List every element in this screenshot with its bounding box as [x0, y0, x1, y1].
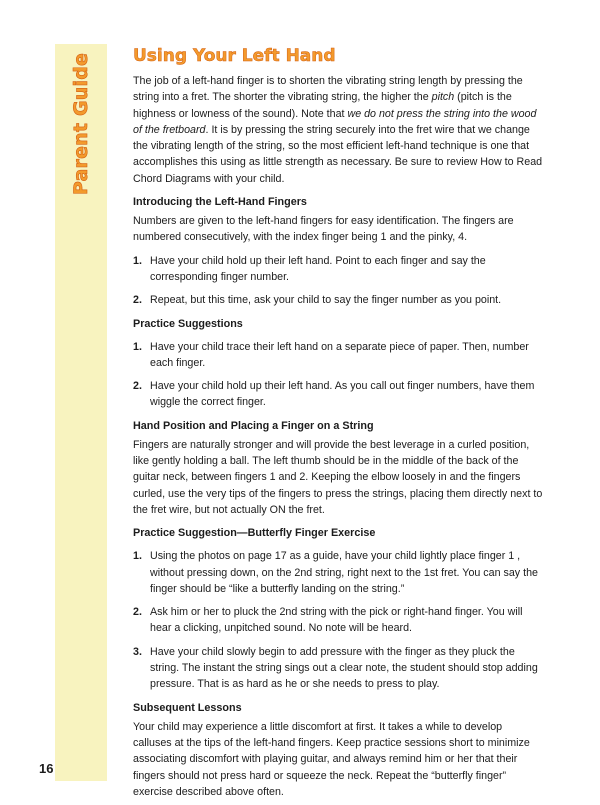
list-item: [133, 548, 543, 597]
list-text: Have your child slowly begin to add pressure with the finger as they pluck the string. The instant the string sings out a clear note, the student should stop adding pressure. That is as hard as he or she needs to press to play.: [150, 645, 538, 691]
list-number: 1.: [133, 550, 142, 563]
list-text: Using the photos on page 17 as a guide, have your child lightly place finger 1 , without pressing down, on the 2nd string, right next to the 1st fret. You can say the finger should be “like a butterfly landing on the string.”: [150, 550, 538, 595]
section-heading-fingers: Introducing the Left-Hand Fingers: [133, 196, 307, 209]
parent-guide-text: Parent Guide: [70, 52, 92, 196]
list-item: [133, 604, 543, 637]
list-item: [133, 339, 543, 372]
list-item: [133, 292, 543, 308]
pitch-term: pitch: [431, 91, 455, 104]
list-number: 3.: [133, 645, 142, 658]
list-number: 1.: [133, 254, 142, 267]
list-text: Have your child hold up their left hand. As you call out finger numbers, have them wiggle the correct finger.: [150, 380, 535, 409]
page-title: Using Your Left Hand: [133, 46, 336, 66]
intro-text-2: (pitch is the highness or lowness of the sound). Note that: [133, 91, 512, 120]
section-heading-hand-position: Hand Position and Placing a Finger on a String: [133, 419, 374, 432]
section-heading-butterfly: Practice Suggestion—Butterfly Finger Exercise: [133, 527, 376, 540]
list-text: Have your child hold up their left hand. Point to each finger and say the corresponding finger number.: [150, 254, 486, 283]
section-body-hand-position: Fingers are naturally stronger and will provide the best leverage in a curled position, like gently holding a ball. The left thumb should be in the middle of the back of the guitar neck, between fingers 1 and 2. Keeping the elbow loosely in and the fingers curled, use the very tips of the fingers to press the strings, placing them directly next to the fret wire, but not actually ON the fret.: [133, 438, 543, 516]
list-number: 2.: [133, 294, 142, 307]
fingers-list: [133, 253, 543, 309]
list-text: Repeat, but this time, ask your child to say the finger number as you point.: [150, 294, 502, 307]
practice-list: [133, 339, 543, 411]
section-body-subsequent: Your child may experience a little discomfort at first. It takes a while to develop calluses at the tips of the left-hand fingers. Keep practice sessions short to minimize associating discomfort with playing guitar, and always remind him or her that their fingers should not press hard or squeeze the neck. Repeat the “butterfly finger” exercise described above often.: [133, 720, 530, 798]
list-text: Ask him or her to pluck the 2nd string with the pick or right-hand finger. You will hear a clicking, unpitched sound. No note will be heard.: [150, 606, 523, 635]
intro-emphasis: we do not press the string into the wood of the fretboard: [133, 107, 537, 136]
section-heading-subsequent: Subsequent Lessons: [133, 701, 242, 714]
intro-text-3: . It is by pressing the string securely into the fret wire that we change the vibrating length of the string, so the most efficient left-hand technique is one that accomplishes this using as little strength as necessary. Be sure to review How to Read Chord Diagrams with your child.: [133, 123, 543, 185]
list-text: Have your child trace their left hand on a separate piece of paper. Then, number each finger.: [150, 340, 529, 369]
list-item: [133, 253, 543, 286]
section-heading-practice: Practice Suggestions: [133, 317, 243, 330]
page-number: 16: [39, 761, 54, 776]
list-item: [133, 644, 543, 693]
intro-text-1: The job of a left-hand finger is to shorten the vibrating string length by pressing the string into a fret. The shorter the vibrating string, the higher the: [133, 75, 523, 104]
list-number: 1.: [133, 340, 142, 353]
list-number: 2.: [133, 380, 142, 393]
list-number: 2.: [133, 606, 142, 619]
list-item: [133, 378, 543, 411]
parent-guide-label: [55, 44, 107, 204]
intro-paragraph: [133, 73, 543, 187]
butterfly-list: [133, 548, 543, 692]
section-body-fingers: Numbers are given to the left-hand fingers for easy identification. The fingers are numbered consecutively, with the index finger being 1 and the pinky, 4.: [133, 215, 514, 244]
page-content: [133, 45, 543, 805]
